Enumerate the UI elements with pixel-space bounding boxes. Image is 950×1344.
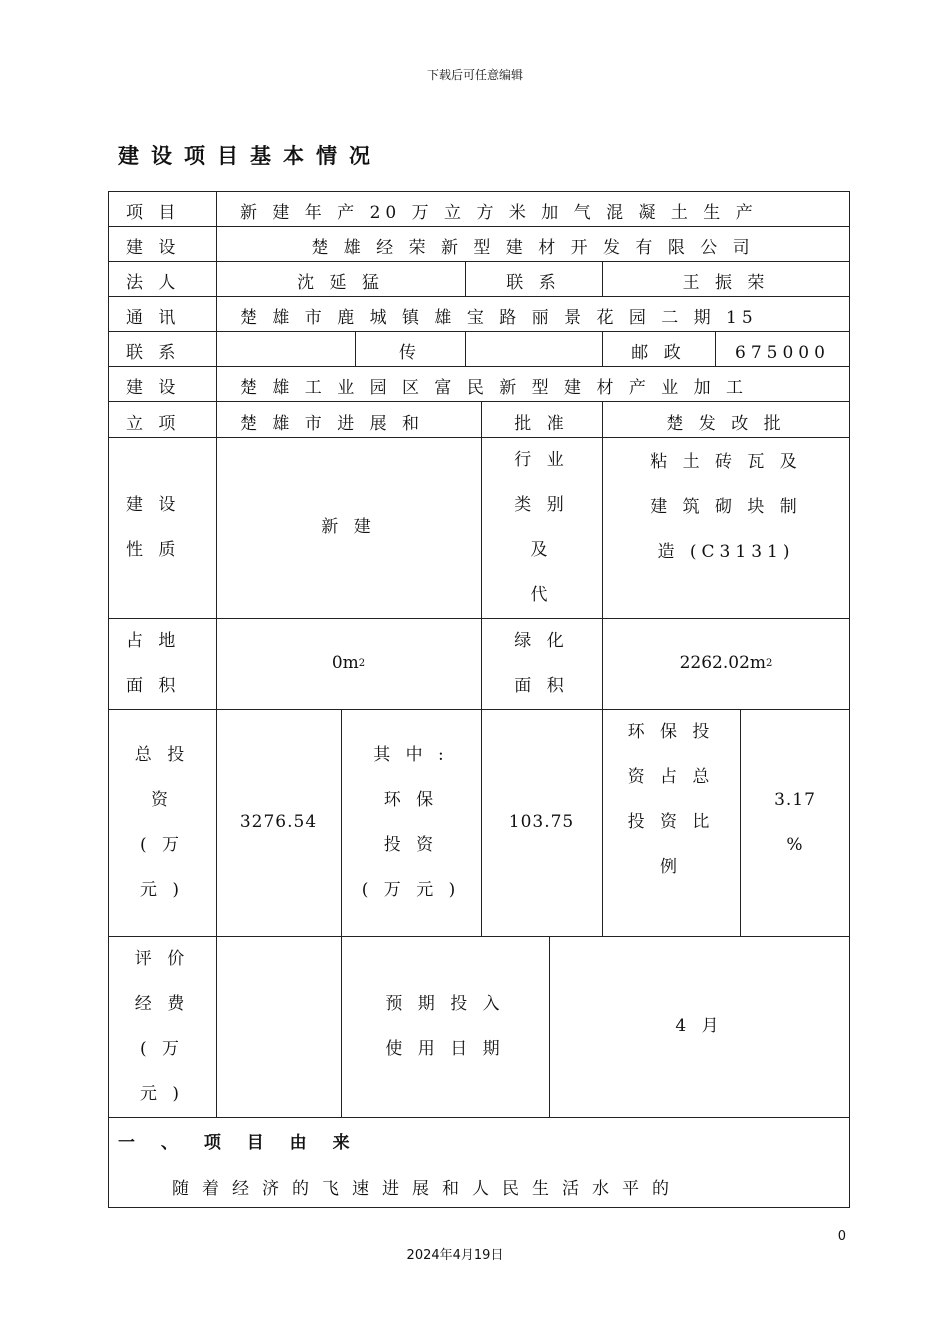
date-value: 4 月 — [675, 1016, 724, 1036]
legal-person: 沈 延 猛 — [297, 273, 384, 293]
legal-label: 法 人 — [126, 273, 181, 293]
green-value: 2262.02m 2 — [602, 618, 850, 709]
header-note: 下载后可任意编辑 — [426, 68, 523, 82]
builder-label: 建 设 — [126, 238, 181, 258]
page-title: 建设项目基本情况 — [118, 144, 382, 168]
approval-no: 楚 发 改 批 — [666, 413, 786, 434]
fax-label: 传 — [399, 343, 421, 363]
env-invest-value: 103.75 — [508, 812, 575, 832]
post-label: 邮 政 — [631, 343, 686, 363]
invest-label: 总 投 资 ( 万 元 ) — [134, 744, 190, 900]
green-number: 2262.02m — [679, 653, 767, 673]
address-label: 通 讯 — [126, 308, 181, 328]
footer-date: 2024年4月19日 — [406, 1248, 504, 1263]
approval-no-label: 批 准 — [514, 413, 569, 434]
area-value: 0m 2 — [216, 618, 481, 709]
ratio-value: 3.17 % — [774, 789, 816, 855]
table-rule — [108, 1117, 850, 1118]
phone-label: 联 系 — [126, 343, 181, 363]
address: 楚 雄 市 鹿 城 镇 雄 宝 路 丽 景 花 园 二 期 15 — [240, 308, 758, 328]
date-label: 预 期 投 入 使 用 日 期 — [385, 993, 505, 1059]
invest-value: 3276.54 — [239, 812, 318, 832]
industry-label: 行 业 类 别 及 代 — [514, 449, 569, 605]
post-code: 675000 — [735, 343, 830, 363]
ratio-label: 环 保 投 资 占 总 投 资 比 例 — [627, 722, 715, 877]
page-number: 0 — [837, 1229, 846, 1244]
approval-label: 立 项 — [126, 413, 181, 434]
fee-value — [216, 936, 341, 1117]
area-number: 0m — [331, 653, 359, 673]
area-label: 占 地 面 积 — [126, 630, 181, 696]
env-invest-label: 其 中 : 环 保 投 资 ( 万 元 ) — [361, 744, 461, 900]
approval-dept: 楚 雄 市 进 展 和 — [240, 413, 425, 434]
contact-person: 王 振 荣 — [682, 273, 770, 293]
site-address: 楚 雄 工 业 园 区 富 民 新 型 建 材 产 业 加 工 — [240, 378, 749, 398]
section-heading: 一 、 项 目 由 来 — [118, 1133, 360, 1153]
industry-value: 粘 土 砖 瓦 及 建 筑 砌 块 制 造 (C3131) — [650, 452, 802, 562]
fee-label: 评 价 经 费 ( 万 元 ) — [134, 948, 190, 1104]
site-label: 建 设 — [126, 378, 181, 398]
nature-label: 建 设 性 质 — [126, 494, 181, 560]
contact-label: 联 系 — [506, 273, 561, 293]
project-name: 新 建 年 产 20 万 立 方 米 加 气 混 凝 土 生 产 — [240, 203, 758, 223]
nature-value: 新 建 — [321, 517, 376, 537]
green-label: 绿 化 面 积 — [514, 630, 569, 696]
section-paragraph: 随着经济的飞速进展和人民生活水平的 — [172, 1179, 682, 1199]
builder-name: 楚 雄 经 荣 新 型 建 材 开 发 有 限 公 司 — [311, 238, 755, 258]
project-label: 项 目 — [126, 203, 181, 223]
